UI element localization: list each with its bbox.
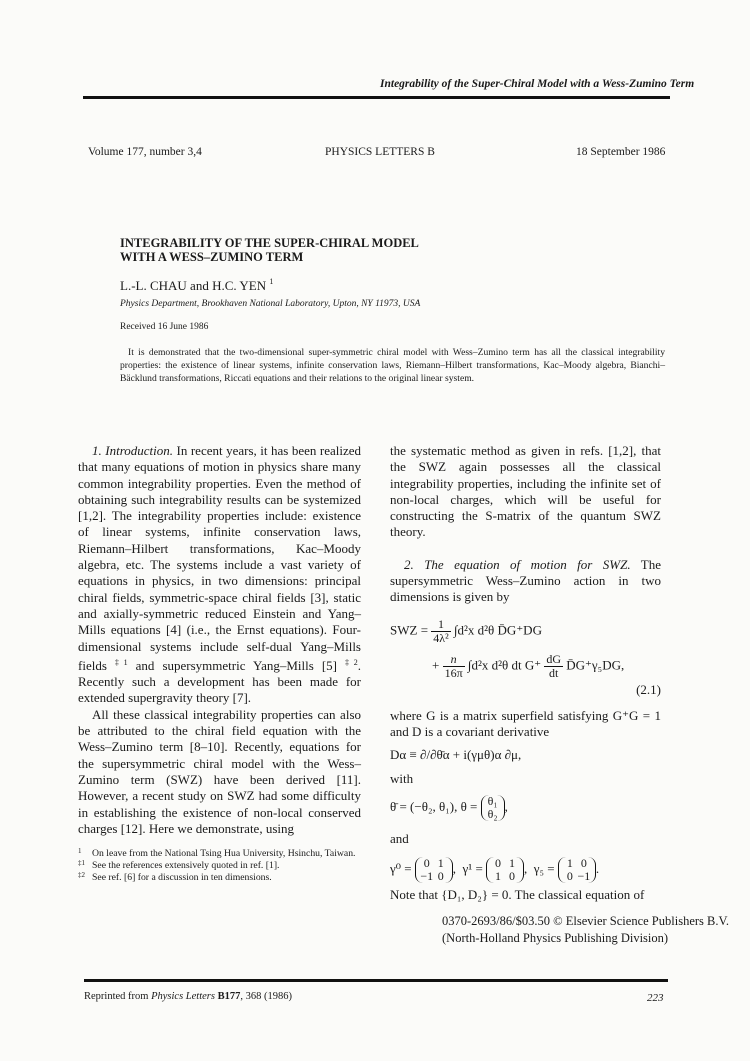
section-heading-2: 2. The equation of motion for SWZ.: [404, 556, 631, 572]
copyright-line-1: 0370-2693/86/$03.50 © Elsevier Science Publishers B.V.: [442, 914, 730, 928]
footnote-mark: ‡1: [78, 859, 85, 867]
equation-number: (2.1): [636, 681, 661, 697]
header-rule: [83, 96, 670, 99]
gamma1-matrix: 0 1 1 0: [486, 857, 524, 883]
footnote-mark: 1: [78, 847, 82, 855]
paper-title: [120, 236, 419, 264]
copyright-line-2: (North-Holland Physics Publishing Division): [442, 931, 669, 945]
footnote: [78, 848, 368, 860]
footnote: [78, 860, 368, 872]
eq-term-2a: ∫d²x d²θ dt G⁺: [467, 657, 542, 673]
derivative-equation: Dα ≡ ∂/∂θ̄α + i(γμθ)α ∂μ,: [390, 746, 522, 762]
eq-fraction: $\frac{1}{\text{4λ²}}$: [433, 616, 449, 645]
equation-line-2: [390, 653, 661, 680]
eq-plus: +: [432, 657, 440, 673]
where-text: where G is a matrix superfield satisfying G⁺G = 1 and D is a covariant derivative: [390, 707, 661, 740]
authors: [120, 277, 273, 294]
note-text: Note that {D₁, D₂} = 0. The classical equation of: [390, 887, 645, 903]
journal-name: PHYSICS LETTERS B: [325, 146, 435, 158]
intro-text-3: . Recently such a development has been made for extended supergravity theory [7].: [78, 657, 362, 706]
issue-date: 18 September 1986: [576, 146, 666, 158]
eq-fraction: $\frac{dG}{dt}$: [546, 651, 562, 680]
reprint-notice: Reprinted from Physics Letters B177, 368 (1986): [84, 991, 292, 1002]
footnote-mark: ‡2: [78, 871, 85, 879]
title-line-2: WITH A WESS–ZUMINO TERM: [120, 250, 304, 264]
author-names: L.-L. CHAU and H.C. YEN: [120, 278, 267, 293]
theta-vector: θ₁ θ₂: [481, 795, 505, 821]
introduction-paragraph: [78, 443, 361, 707]
affiliation: Physics Department, Brookhaven National Laboratory, Upton, NY 11973, USA: [120, 299, 421, 309]
eq-fraction: $\frac{n}{16\pi}$: [444, 651, 463, 680]
footnote-ref-1: ‡1: [114, 657, 128, 667]
and-label: and: [390, 831, 409, 847]
gamma0-matrix: 0 1 −1 0: [415, 857, 453, 883]
paragraph-2: All these classical integrability properties can also be attributed to the chiral field equation with the Wess–Zumino term [8–10]. Recently, equations for the supersymmetric chiral model with the Wess–Zumino term (SWZ) have been derived [11]. However, a recent study on SWZ had some difficulty in establishing the existence of non-local conserved charges [12]. Here we demonstrate, using: [78, 706, 361, 836]
running-head: Integrability of the Super-Chiral Model with a Wess-Zumino Term: [380, 78, 695, 90]
gamma-matrices: γ⁰ = 0 1 −1 0, γ¹ = 0 1 1 0, γ₅ = 1 0 0 −1.: [390, 856, 600, 884]
page-number: 223: [647, 992, 664, 1004]
footnote: [78, 872, 368, 884]
footnote-text: See ref. [6] for a discussion in ten dimensions.: [92, 872, 272, 883]
equation-line-1: [390, 618, 661, 645]
intro-text-2: and supersymmetric Yang–Mills [5]: [127, 657, 345, 673]
gamma0-label: γ⁰ =: [390, 861, 412, 877]
with-label: with: [390, 770, 414, 786]
equation-2-1: [390, 618, 661, 698]
gamma1-label: γ¹ =: [462, 861, 483, 877]
author-footnote-mark: 1: [269, 277, 274, 286]
footnotes: [78, 848, 368, 884]
footnote-ref-2: ‡2: [345, 657, 358, 667]
section-2-paragraph: [390, 557, 661, 606]
footnote-text: On leave from the National Tsing Hua University, Hsinchu, Taiwan.: [92, 848, 356, 859]
abstract: It is demonstrated that the two-dimensional super-symmetric chiral model with Wess–Zumino term has all the classical integrability properties: the existence of linear systems, infinite conservation laws, Riemann–Hilbert transformations, Kac–Moody algebra, Bianchi–Bäcklund transformations, Riccati equations and their relations to the original linear system.: [120, 347, 665, 384]
gamma5-matrix: 1 0 0 −1: [558, 857, 596, 883]
volume-info: Volume 177, number 3,4: [88, 146, 202, 158]
footnote-text: See the references extensively quoted in ref. [1].: [92, 860, 280, 871]
gamma5-label: γ₅ =: [533, 861, 555, 877]
section-2-text: The supersymmetric Wess–Zumino action in two dimensions is given by: [390, 556, 661, 605]
section-heading-introduction: 1. Introduction.: [92, 443, 174, 458]
copyright-notice: [442, 913, 729, 947]
title-line-1: INTEGRABILITY OF THE SUPER-CHIRAL MODEL: [120, 236, 419, 250]
footer-rule: [84, 979, 668, 982]
theta-bar: θ̄ = (−θ₂, θ₁), θ =: [390, 799, 478, 815]
eq-term-1: ∫d²x d²θ D̄G⁺DG: [453, 622, 542, 638]
intro-text: In recent years, it has been realized that many equations of motion in physics share many common integrability properties. Even the method of obtaining such integrability results can be systemized [1,2]. The integrability properties include: existence of linear systems, infinite conservation laws, Riemann–Hilbert transformations, Kac–Moody algebra, etc. The systems include a vast variety of equations in physics, in two dimensions: principal chiral fields, symmetric-space chiral fields [3], static and axially-symmetric reduced Einstein and Yang–Mills equations [4] (i.e., the Ernst equations). Four-dimensional systems include self-dual Yang–Mills fields: [78, 443, 361, 673]
eq-term-2b: D̄G⁺γ₅DG,: [566, 657, 625, 673]
theta-equation: θ̄ = (−θ₂, θ₁), θ = θ₁ θ₂,: [390, 794, 508, 822]
right-column: [390, 443, 661, 904]
paragraph-continued: the systematic method as given in refs. [1,2], that the SWZ again possesses all the classical integrability properties, including the infinite set of non-local charges, which will be useful for constructing the S-matrix of the quantum SWZ theory.: [390, 443, 661, 540]
eq-lhs: SWZ =: [390, 622, 429, 638]
left-column: [78, 443, 361, 837]
received-date: Received 16 June 1986: [120, 322, 209, 332]
